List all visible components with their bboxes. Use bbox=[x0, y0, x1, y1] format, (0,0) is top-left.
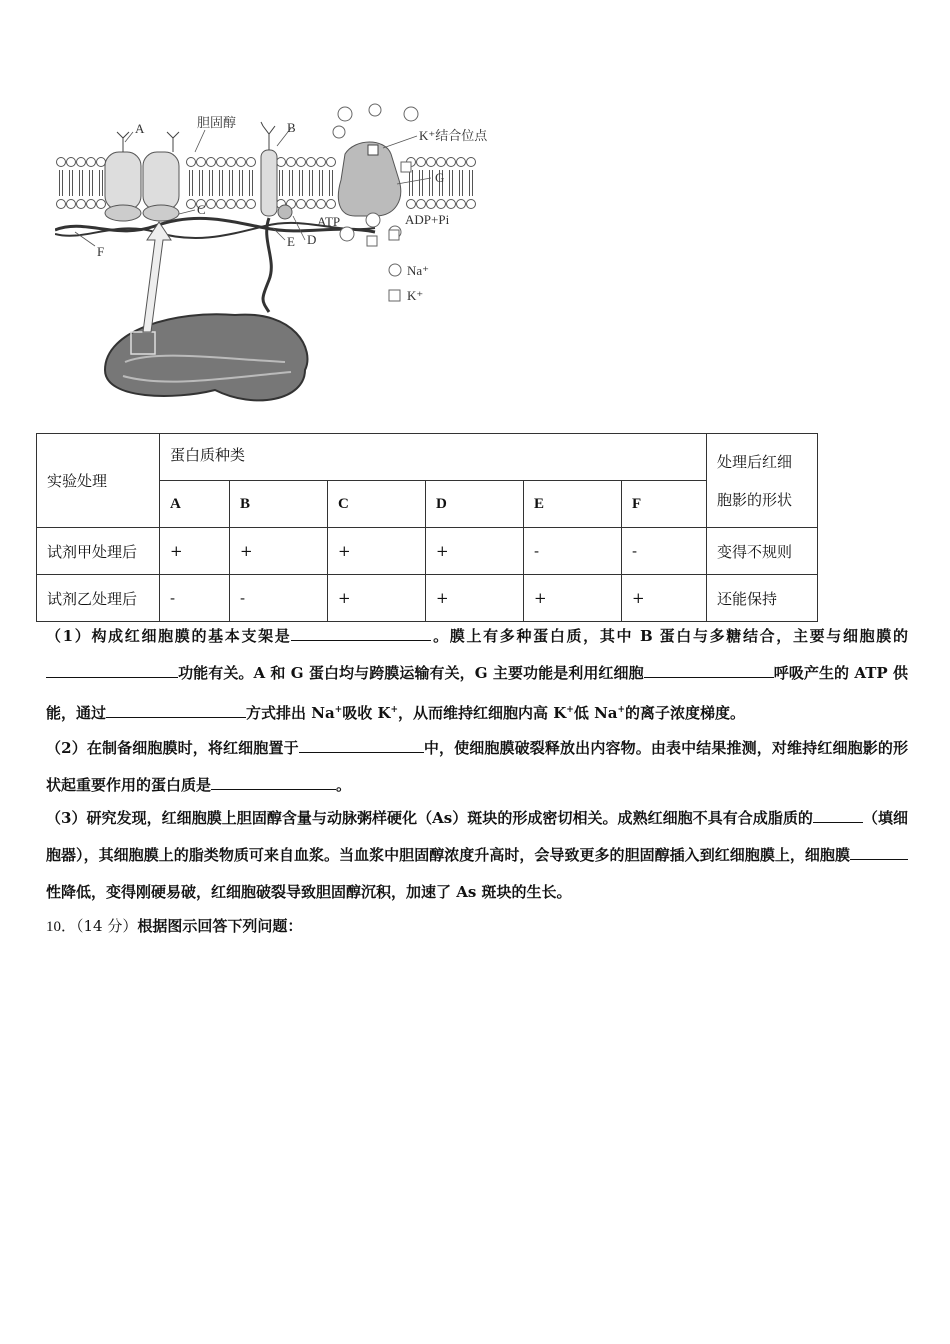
label-adp: ADP+Pi bbox=[405, 212, 450, 227]
question-1: （1）构成红细胞膜的基本支架是 。膜上有多种蛋白质，其中 B 蛋白与多糖结合，主要与细胞膜的功能有关。A 和 G 蛋白均与跨膜运输有关，G 主要功能是利用红细胞 呼吸产生的 ATP 供能，通过 方式排出 Na+吸收 K+，从而维持红细胞内高 K+低 Na+的离子浓度梯度。 bbox=[46, 627, 908, 722]
col-header: D bbox=[426, 481, 524, 528]
answer-blank[interactable] bbox=[106, 703, 246, 718]
label-b: B bbox=[287, 120, 296, 135]
table-cell: - bbox=[160, 575, 230, 622]
table-cell: - bbox=[230, 575, 328, 622]
col-header: F bbox=[622, 481, 707, 528]
figure-legend bbox=[389, 264, 401, 301]
red-blood-cell bbox=[105, 314, 307, 400]
label-g: G bbox=[435, 170, 445, 185]
table-cell: + bbox=[160, 528, 230, 575]
col-header: A bbox=[160, 481, 230, 528]
col-header: C bbox=[328, 481, 426, 528]
experiment-table bbox=[36, 433, 818, 622]
membrane-diagram bbox=[55, 100, 515, 420]
row-label: 试剂乙处理后 bbox=[37, 575, 160, 622]
label-k-site: K⁺结合位点 bbox=[419, 128, 488, 143]
answer-blank[interactable] bbox=[850, 845, 908, 860]
zoom-arrow bbox=[143, 222, 171, 332]
row-header: 实验处理 bbox=[37, 434, 160, 528]
col-header: E bbox=[524, 481, 622, 528]
protein-e bbox=[263, 218, 271, 312]
label-cholesterol: 胆固醇 bbox=[197, 115, 237, 130]
label-d: D bbox=[307, 232, 317, 247]
answer-blank[interactable] bbox=[299, 738, 424, 753]
answer-blank[interactable] bbox=[644, 663, 774, 678]
legend-k: K⁺ bbox=[407, 288, 424, 303]
table-cell: + bbox=[426, 575, 524, 622]
answer-blank[interactable] bbox=[291, 626, 431, 641]
answer-blank[interactable] bbox=[211, 775, 336, 790]
table-cell: + bbox=[622, 575, 707, 622]
table-cell: + bbox=[328, 575, 426, 622]
question-2: （2）在制备细胞膜时，将红细胞置于 中，使细胞膜破裂释放出内容物。由表中结果推测，对维持红细胞影的形状起重要作用的蛋白质是 。 bbox=[46, 739, 908, 794]
table-cell: - bbox=[622, 528, 707, 575]
table-cell: - bbox=[524, 528, 622, 575]
shape-header: 处理后红细 胞影的形状 bbox=[707, 434, 818, 528]
question-10-heading: 10．（14 分）根据图示回答下列问题： bbox=[46, 917, 303, 935]
table-cell: + bbox=[230, 528, 328, 575]
row-label: 试剂甲处理后 bbox=[37, 528, 160, 575]
table-row bbox=[37, 528, 818, 575]
shape-cell: 变得不规则 bbox=[707, 528, 818, 575]
col-header: B bbox=[230, 481, 328, 528]
shape-cell: 还能保持 bbox=[707, 575, 818, 622]
label-f: F bbox=[97, 244, 105, 259]
table-cell: + bbox=[524, 575, 622, 622]
table-cell: + bbox=[426, 528, 524, 575]
table-row bbox=[37, 575, 818, 622]
answer-blank[interactable] bbox=[46, 663, 178, 678]
label-e: E bbox=[287, 234, 295, 249]
legend-na: Na⁺ bbox=[407, 263, 430, 278]
protein-a bbox=[105, 132, 179, 221]
label-atp: ATP bbox=[317, 214, 341, 229]
protein-header: 蛋白质种类 bbox=[160, 434, 707, 481]
question-3: （3）研究发现，红细胞膜上胆固醇含量与动脉粥样硬化（As）斑块的形成密切相关。成熟红细胞不具有合成脂质的 （填细胞器），其细胞膜上的脂类物质可来自血浆。当血浆中胆固醇浓度升高时，会导致更多的胆固醇插入到红细胞膜上，细胞膜性降低，变得刚硬易破，红细胞破裂导致胆固醇沉积，加速了 As 斑块的生长。 bbox=[46, 809, 908, 901]
answer-blank[interactable] bbox=[813, 808, 863, 823]
label-a: A bbox=[135, 121, 145, 136]
protein-g bbox=[338, 142, 400, 216]
label-c: C bbox=[197, 202, 206, 217]
table-cell: + bbox=[328, 528, 426, 575]
